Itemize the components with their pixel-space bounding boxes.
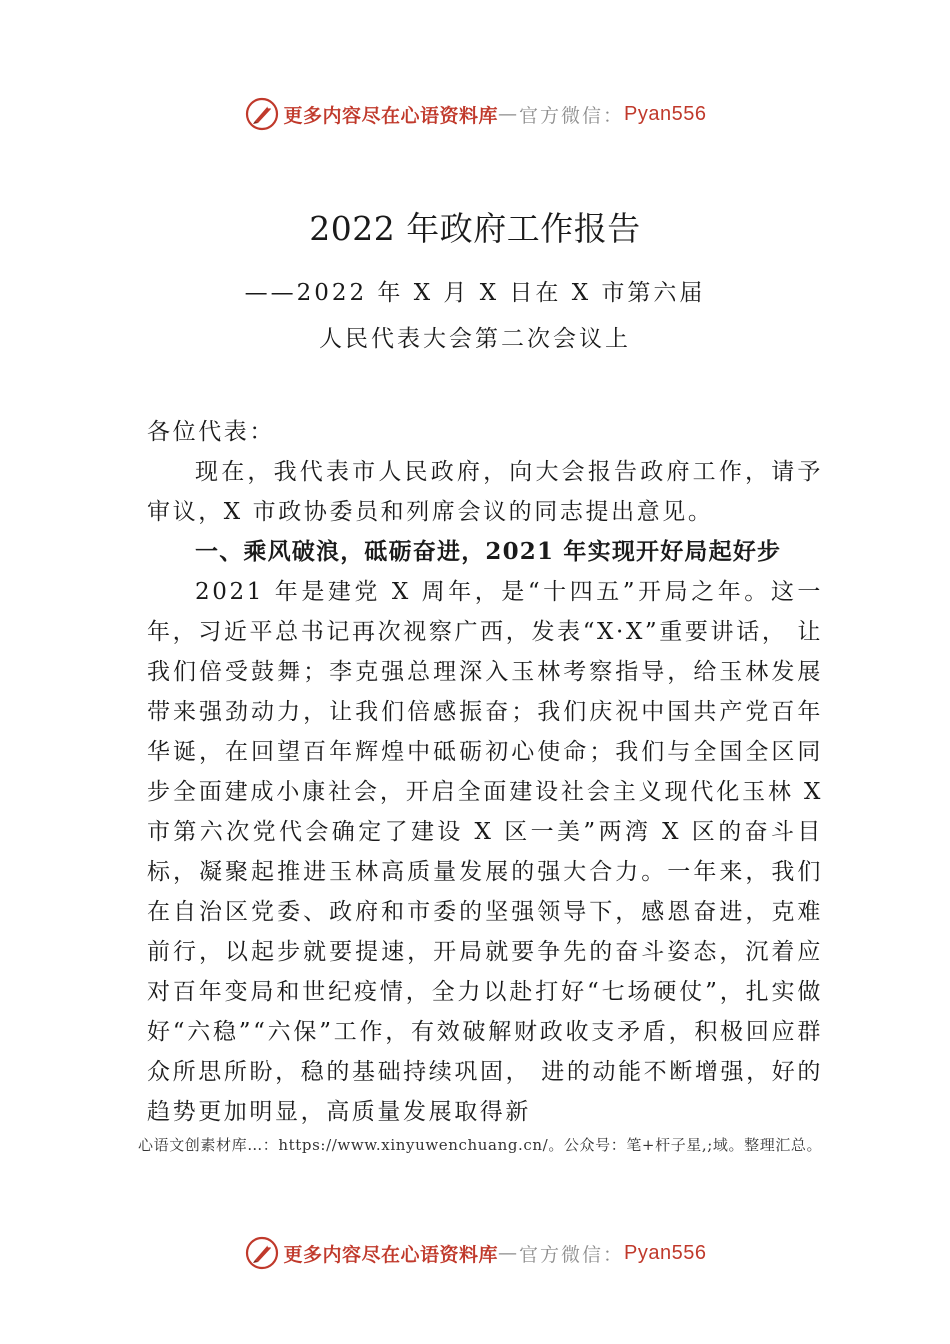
banner-dash: — — [498, 1242, 520, 1264]
banner-brand-text: 更多内容尽在心语资料库 — [283, 1243, 499, 1266]
document-body — [147, 412, 823, 1132]
banner-wechat-label: 官方微信： — [519, 1243, 625, 1266]
header-banner — [0, 92, 950, 136]
source-footer-note: 心语文创素材库…：https://www.xinyuwenchuang.cn/。公众号：笔+杆子星,;域。整理汇总。 — [138, 1136, 823, 1154]
section-heading-1: 一、乘风破浪，砥砺奋进，2021 年实现开好局起好步 — [195, 538, 782, 565]
banner-wechat-id: Pyan556 — [624, 102, 707, 125]
banner-wechat-id: Pyan556 — [624, 1241, 707, 1264]
footer-banner — [0, 1231, 950, 1275]
document-subtitle-line1: ——2022 年 X 月 X 日在 X 市第六届 — [244, 280, 706, 306]
salutation: 各位代表： — [147, 419, 275, 445]
banner-brand-text: 更多内容尽在心语资料库 — [283, 104, 499, 127]
document-title: 2022 年政府工作报告 — [309, 209, 641, 248]
banner-wechat-label: 官方微信： — [519, 104, 625, 127]
document-subtitle-line2: 人民代表大会第二次会议上 — [319, 326, 631, 352]
section-1-paragraph: 2021 年是建党 X 周年，是“十四五”开局之年。这一年，习近平总书记再次视察广西，发表“X·X”重要讲话， 让我们倍受鼓舞；李克强总理深入玉林考察指导，给玉林发展带来强劲动力，让我们倍感振奋；我们庆祝中国共产党百年华诞，在回望百年辉煌中砥砺初心使命；我们与全国全区同步全面建成小康社会，开启全面建设社会主义现代化玉林 X 市第六次党代会确定了建设 X 区一美”两湾 X 区的奋斗目标，凝聚起推进玉林高质量发展的强大合力。一年来，我们在自治区党委、政府和市委的坚强领导下，感恩奋进，克难前行，以起步就要提速，开局就要争先的奋斗姿态，沉着应对百年变局和世纪疫情，全力以赴打好“七场硬仗”，扎实做好“六稳”“六保”工作，有效破解财政收支矛盾，积极回应群众所思所盼，稳的基础持续巩固， 进的动能不断增强，好的趋势更加明显，高质量发展取得新 — [147, 579, 823, 1125]
pen-nib-logo-icon — [244, 96, 280, 132]
banner-dash: — — [498, 103, 520, 125]
pen-nib-logo-icon — [244, 1235, 280, 1271]
intro-paragraph: 现在，我代表市人民政府，向大会报告政府工作，请予审议，X 市政协委员和列席会议的同志提出意见。 — [147, 459, 823, 525]
